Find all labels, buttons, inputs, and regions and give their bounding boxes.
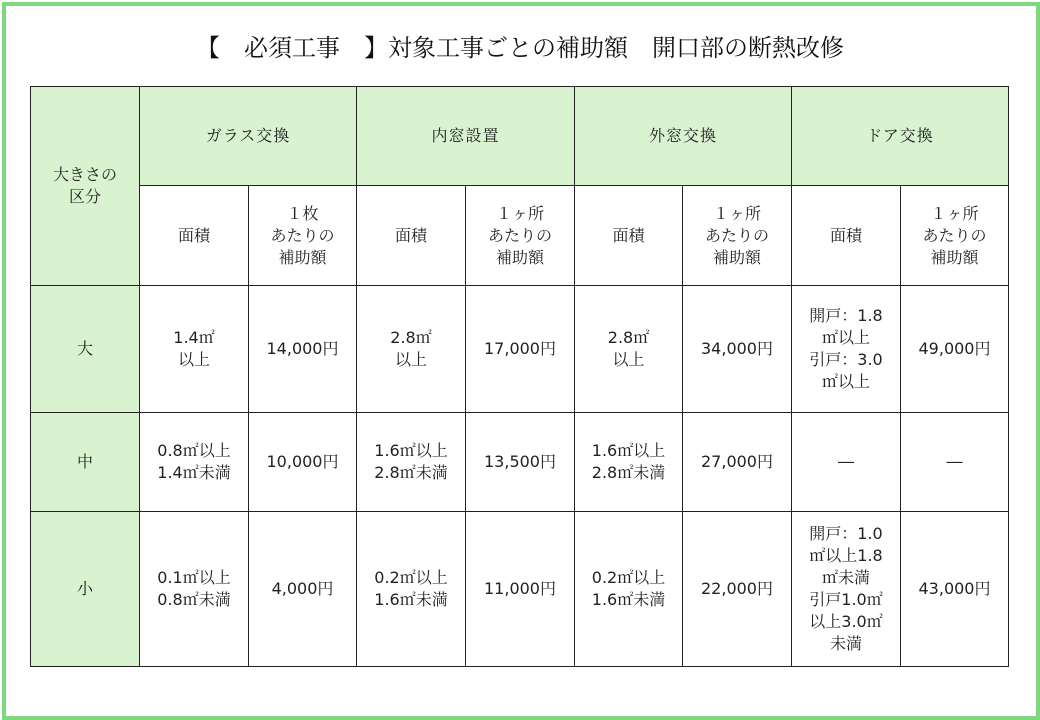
table-row: [31, 512, 1009, 667]
area-cell: 1.4㎡ 以上: [140, 286, 249, 413]
row-label-small: 小: [31, 512, 140, 667]
area-cell: 開戸：1.8 ㎡以上 引戸：3.0 ㎡以上: [792, 286, 901, 413]
subheader-area: 面積: [357, 186, 466, 286]
area-cell: 0.2㎡以上 1.6㎡未満: [575, 512, 683, 667]
amount-cell: 22,000円: [683, 512, 792, 667]
size-category-header: 大きさの 区分: [31, 87, 140, 286]
amount-cell: 17,000円: [466, 286, 575, 413]
group-header-glass: ガラス交換: [140, 87, 357, 186]
area-cell: 2.8㎡ 以上: [575, 286, 683, 413]
amount-cell: 14,000円: [249, 286, 357, 413]
subheader-area: 面積: [140, 186, 249, 286]
amount-cell: 43,000円: [901, 512, 1009, 667]
area-cell: 2.8㎡ 以上: [357, 286, 466, 413]
amount-cell: 10,000円: [249, 413, 357, 512]
subheader-amount-per-place: １ヶ所 あたりの 補助額: [683, 186, 792, 286]
subheader-amount-per-place: １ヶ所 あたりの 補助額: [466, 186, 575, 286]
area-cell: ―: [792, 413, 901, 512]
area-cell: 1.6㎡以上 2.8㎡未満: [575, 413, 683, 512]
area-cell: 1.6㎡以上 2.8㎡未満: [357, 413, 466, 512]
area-cell: 0.8㎡以上 1.4㎡未満: [140, 413, 249, 512]
table-row: [31, 286, 1009, 413]
subsidy-table: [30, 86, 1009, 667]
area-cell: 開戸：1.0 ㎡以上1.8 ㎡未満 引戸1.0㎡ 以上3.0㎡ 未満: [792, 512, 901, 667]
group-header-door: ドア交換: [792, 87, 1009, 186]
page-title: 【 必須工事 】対象工事ごとの補助額 開口部の断熱改修: [196, 34, 844, 62]
subheader-amount-per-place: １ヶ所 あたりの 補助額: [901, 186, 1009, 286]
amount-cell: ―: [901, 413, 1009, 512]
amount-cell: 49,000円: [901, 286, 1009, 413]
subheader-area: 面積: [792, 186, 901, 286]
amount-cell: 13,500円: [466, 413, 575, 512]
amount-cell: 34,000円: [683, 286, 792, 413]
row-label-large: 大: [31, 286, 140, 413]
subheader-amount-per-pane: １枚 あたりの 補助額: [249, 186, 357, 286]
table-row: [31, 413, 1009, 512]
amount-cell: 27,000円: [683, 413, 792, 512]
row-label-medium: 中: [31, 413, 140, 512]
area-cell: 0.2㎡以上 1.6㎡未満: [357, 512, 466, 667]
group-header-inner-window: 内窓設置: [357, 87, 575, 186]
subheader-area: 面積: [575, 186, 683, 286]
amount-cell: 11,000円: [466, 512, 575, 667]
group-header-outer-window: 外窓交換: [575, 87, 792, 186]
area-cell: 0.1㎡以上 0.8㎡未満: [140, 512, 249, 667]
amount-cell: 4,000円: [249, 512, 357, 667]
